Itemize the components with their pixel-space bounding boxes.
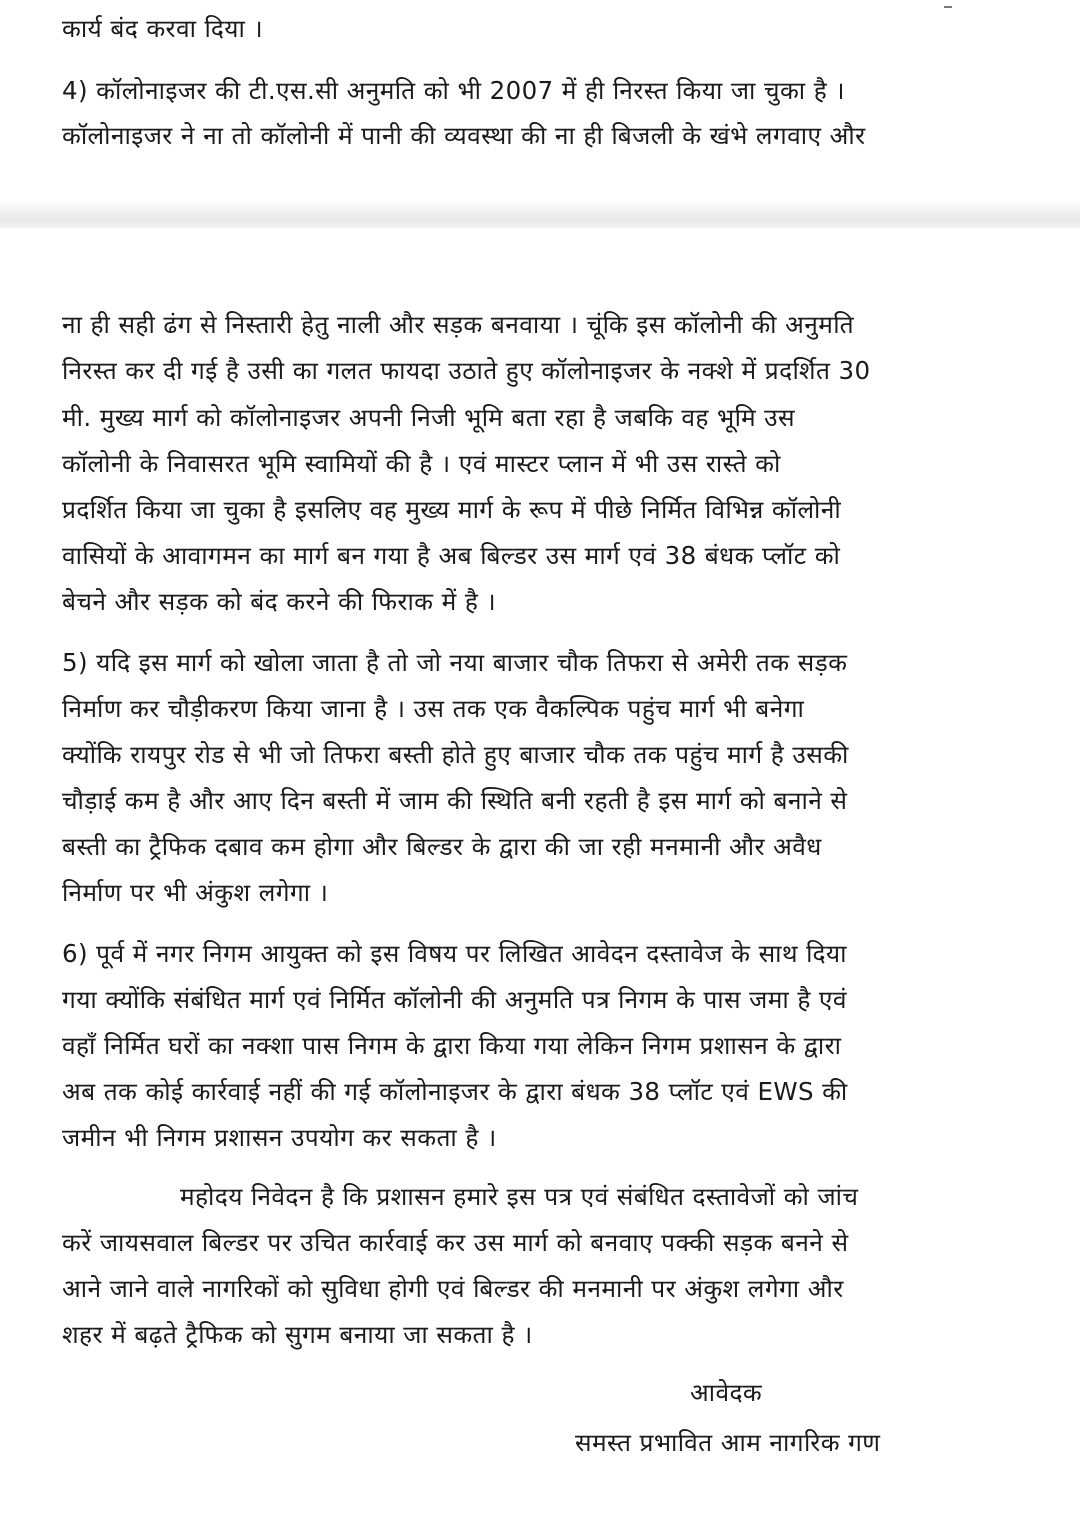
point-5-line: 5) यदि इस मार्ग को खोला जाता है तो जो नया बाजार चौक तिफरा से अमेरी तक सड़क bbox=[62, 648, 848, 677]
text-line: शहर में बढ़ते ट्रैफिक को सुगम बनाया जा सकता है । bbox=[62, 1320, 533, 1349]
document-page-1 bbox=[0, 0, 1080, 212]
text-line: प्रदर्शित किया जा चुका है इसलिए वह मुख्य मार्ग के रूप में पीछे निर्मित विभिन्न कॉलोनी bbox=[62, 495, 842, 524]
text-line: वासियों के आवागमन का मार्ग बन गया है अब बिल्डर उस मार्ग एवं 38 बंधक प्लॉट को bbox=[62, 541, 841, 570]
text-line: क्योंकि रायपुर रोड से भी जो तिफरा बस्ती होते हुए बाजार चौक तक पहुंच मार्ग है उसकी bbox=[62, 740, 849, 769]
text-line: चौड़ाई कम है और आए दिन बस्ती में जाम की स्थिति बनी रहती है इस मार्ग को बनाने से bbox=[62, 786, 848, 815]
text-line: वहाँ निर्मित घरों का नक्शा पास निगम के द्वारा किया गया लेकिन निगम प्रशासन के द्वारा bbox=[62, 1031, 842, 1060]
text-line: ना ही सही ढंग से निस्तारी हेतु नाली और सड़क बनवाया । चूंकि इस कॉलोनी की अनुमति bbox=[62, 310, 854, 339]
page-mark bbox=[944, 0, 952, 8]
text-line: गया क्योंकि संबंधित मार्ग एवं निर्मित कॉलोनी की अनुमति पत्र निगम के पास जमा है एवं bbox=[62, 985, 847, 1014]
text-line: करें जायसवाल बिल्डर पर उचित कार्रवाई कर उस मार्ग को बनवाए पक्की सड़क बनने से bbox=[62, 1228, 849, 1257]
text-line: बेचने और सड़क को बंद करने की फिराक में है । bbox=[62, 587, 497, 616]
text-line: अब तक कोई कार्रवाई नहीं की गई कॉलोनाइजर के द्वारा बंधक 38 प्लॉट एवं EWS की bbox=[62, 1077, 848, 1106]
text-line: आने जाने वाले नागरिकों को सुविधा होगी एवं बिल्डर की मनमानी पर अंकुश लगेगा और bbox=[62, 1274, 844, 1303]
text-line: बस्ती का ट्रैफिक दबाव कम होगा और बिल्डर के द्वारा की जा रही मनमानी और अवैध bbox=[62, 832, 822, 861]
applicant-label: आवेदक bbox=[690, 1378, 763, 1407]
text-line: निर्माण कर चौड़ीकरण किया जाना है । उस तक एक वैकल्पिक पहुंच मार्ग भी बनेगा bbox=[62, 694, 805, 723]
text-line: कॉलोनी के निवासरत भूमि स्वामियों की है । एवं मास्टर प्लान में भी उस रास्ते को bbox=[62, 449, 781, 478]
document-page-2 bbox=[0, 228, 1080, 1538]
applicant-name: समस्त प्रभावित आम नागरिक गण bbox=[575, 1428, 881, 1457]
text-line: कार्य बंद करवा दिया । bbox=[62, 14, 264, 43]
text-line: कॉलोनाइजर ने ना तो कॉलोनी में पानी की व्यवस्था की ना ही बिजली के खंभे लगवाए और bbox=[62, 121, 866, 150]
text-line: मी. मुख्य मार्ग को कॉलोनाइजर अपनी निजी भूमि बता रहा है जबकि वह भूमि उस bbox=[62, 403, 795, 432]
point-6-line: 6) पूर्व में नगर निगम आयुक्त को इस विषय पर लिखित आवेदन दस्तावेज के साथ दिया bbox=[62, 939, 847, 968]
text-line: निर्माण पर भी अंकुश लगेगा । bbox=[62, 878, 329, 907]
point-4-line: 4) कॉलोनाइजर की टी.एस.सी अनुमति को भी 2007 में ही निरस्त किया जा चुका है । bbox=[62, 76, 845, 105]
text-line: निरस्त कर दी गई है उसी का गलत फायदा उठाते हुए कॉलोनाइजर के नक्शे में प्रदर्शित 30 bbox=[62, 356, 871, 385]
text-line: जमीन भी निगम प्रशासन उपयोग कर सकता है । bbox=[62, 1123, 497, 1152]
request-paragraph-start: महोदय निवेदन है कि प्रशासन हमारे इस पत्र एवं संबंधित दस्तावेजों को जांच bbox=[180, 1182, 859, 1211]
